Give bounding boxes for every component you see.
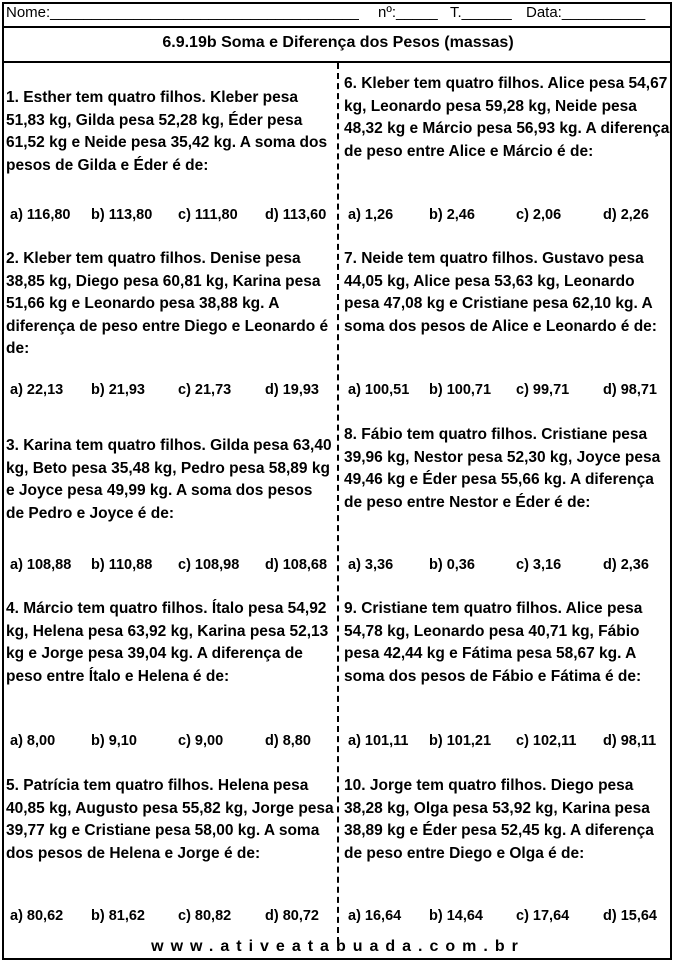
question-1: 1. Esther tem quatro filhos. Kleber pesa 51,83 kg, Gilda pesa 52,28 kg, Éder pesa 61,52 kg e Neide pesa 35,42 kg. A soma dos pesos de Gilda e Éder é de: [6, 89, 328, 174]
q1-option-c[interactable]: c) 111,80 [178, 207, 238, 223]
question-3: 3. Karina tem quatro filhos. Gilda pesa 63,40 kg, Beto pesa 35,48 kg, Pedro pesa 58,89 kg e Joyce pesa 49,99 kg. A soma dos pesos de Pedro e Joyce é de: [6, 437, 332, 522]
student-info-header [2, 4, 672, 24]
q5-option-a[interactable]: a) 80,62 [10, 908, 64, 924]
question-9: 9. Cristiane tem quatro filhos. Alice pesa 54,78 kg, Leonardo pesa 40,71 kg, Fábio pesa 42,44 kg e Fátima pesa 58,67 kg. A soma dos pesos de Fábio e Fátima é de: [344, 600, 643, 685]
q5-option-b[interactable]: b) 81,62 [91, 908, 145, 924]
header-divider [2, 26, 672, 28]
q10-option-b[interactable]: b) 14,64 [429, 908, 483, 924]
question-8: 8. Fábio tem quatro filhos. Cristiane pesa 39,96 kg, Nestor pesa 52,30 kg, Joyce pesa 49,46 kg e Éder pesa 55,66 kg. A diferença de peso entre Nestor e Éder é de: [344, 426, 661, 511]
q10-option-c[interactable]: c) 17,64 [516, 908, 570, 924]
q2-option-c[interactable]: c) 21,73 [178, 382, 232, 398]
question-10: 10. Jorge tem quatro filhos. Diego pesa 38,28 kg, Olga pesa 53,92 kg, Karina pesa 38,89 kg e Éder pesa 52,45 kg. A diferença de peso entre Diego e Olga é de: [344, 777, 654, 862]
q6-option-a[interactable]: a) 1,26 [348, 207, 394, 223]
q1-option-a[interactable]: a) 116,80 [10, 207, 71, 223]
class-field[interactable]: T.______ [450, 4, 512, 21]
q6-option-b[interactable]: b) 2,46 [429, 207, 475, 223]
number-field[interactable]: nº:_____ [378, 4, 438, 21]
name-field[interactable]: Nome:_____________________________________ [6, 4, 359, 21]
q9-option-d[interactable]: d) 98,11 [603, 733, 657, 749]
q7-option-b[interactable]: b) 100,71 [429, 382, 492, 398]
q10-option-a[interactable]: a) 16,64 [348, 908, 402, 924]
q5-option-c[interactable]: c) 80,82 [178, 908, 232, 924]
q3-option-b[interactable]: b) 110,88 [91, 557, 153, 573]
q3-option-d[interactable]: d) 108,68 [265, 557, 328, 573]
question-5: 5. Patrícia tem quatro filhos. Helena pesa 40,85 kg, Augusto pesa 55,82 kg, Jorge pesa 39,77 kg e Cristiane pesa 58,00 kg. A soma dos pesos de Helena e Jorge é de: [6, 777, 334, 862]
q6-option-c[interactable]: c) 2,06 [516, 207, 562, 223]
q4-option-c[interactable]: c) 9,00 [178, 733, 224, 749]
q2-option-a[interactable]: a) 22,13 [10, 382, 64, 398]
q9-option-b[interactable]: b) 101,21 [429, 733, 492, 749]
q5-option-d[interactable]: d) 80,72 [265, 908, 319, 924]
q7-option-d[interactable]: d) 98,71 [603, 382, 657, 398]
question-4: 4. Márcio tem quatro filhos. Ítalo pesa 54,92 kg, Helena pesa 63,92 kg, Karina pesa 52,13 kg e Jorge pesa 39,04 kg. A diferença de peso entre Ítalo e Helena é de: [6, 600, 329, 685]
question-6: 6. Kleber tem quatro filhos. Alice pesa 54,67 kg, Leonardo pesa 59,28 kg, Neide pesa 48,32 kg e Márcio pesa 56,93 kg. A diferença de peso entre Alice e Márcio é de: [344, 75, 670, 160]
q8-option-b[interactable]: b) 0,36 [429, 557, 475, 573]
website-footer: www.ativeatabuada.com.br [151, 938, 525, 955]
q9-option-a[interactable]: a) 101,11 [348, 733, 409, 749]
q9-option-c[interactable]: c) 102,11 [516, 733, 577, 749]
q1-option-d[interactable]: d) 113,60 [265, 207, 327, 223]
q3-option-a[interactable]: a) 108,88 [10, 557, 72, 573]
q8-option-a[interactable]: a) 3,36 [348, 557, 394, 573]
q1-option-b[interactable]: b) 113,80 [91, 207, 153, 223]
q6-option-d[interactable]: d) 2,26 [603, 207, 649, 223]
worksheet-title: 6.9.19b Soma e Diferença dos Pesos (massas) [162, 34, 514, 51]
q8-option-c[interactable]: c) 3,16 [516, 557, 562, 573]
q8-option-d[interactable]: d) 2,36 [603, 557, 649, 573]
date-field[interactable]: Data:__________ [526, 4, 646, 21]
q10-option-d[interactable]: d) 15,64 [603, 908, 657, 924]
q4-option-a[interactable]: a) 8,00 [10, 733, 56, 749]
q7-option-a[interactable]: a) 100,51 [348, 382, 410, 398]
q4-option-b[interactable]: b) 9,10 [91, 733, 137, 749]
q2-option-b[interactable]: b) 21,93 [91, 382, 145, 398]
question-2: 2. Kleber tem quatro filhos. Denise pesa 38,85 kg, Diego pesa 60,81 kg, Karina pesa 51,66 kg e Leonardo pesa 38,88 kg. A diferença de peso entre Diego e Leonardo é de: [6, 250, 329, 357]
q3-option-c[interactable]: c) 108,98 [178, 557, 240, 573]
q2-option-d[interactable]: d) 19,93 [265, 382, 319, 398]
question-7: 7. Neide tem quatro filhos. Gustavo pesa 44,05 kg, Alice pesa 53,63 kg, Leonardo pesa 47,08 kg e Cristiane pesa 62,10 kg. A soma dos pesos de Alice e Leonardo é de: [344, 250, 657, 335]
q4-option-d[interactable]: d) 8,80 [265, 733, 311, 749]
column-divider [337, 63, 339, 943]
q7-option-c[interactable]: c) 99,71 [516, 382, 570, 398]
